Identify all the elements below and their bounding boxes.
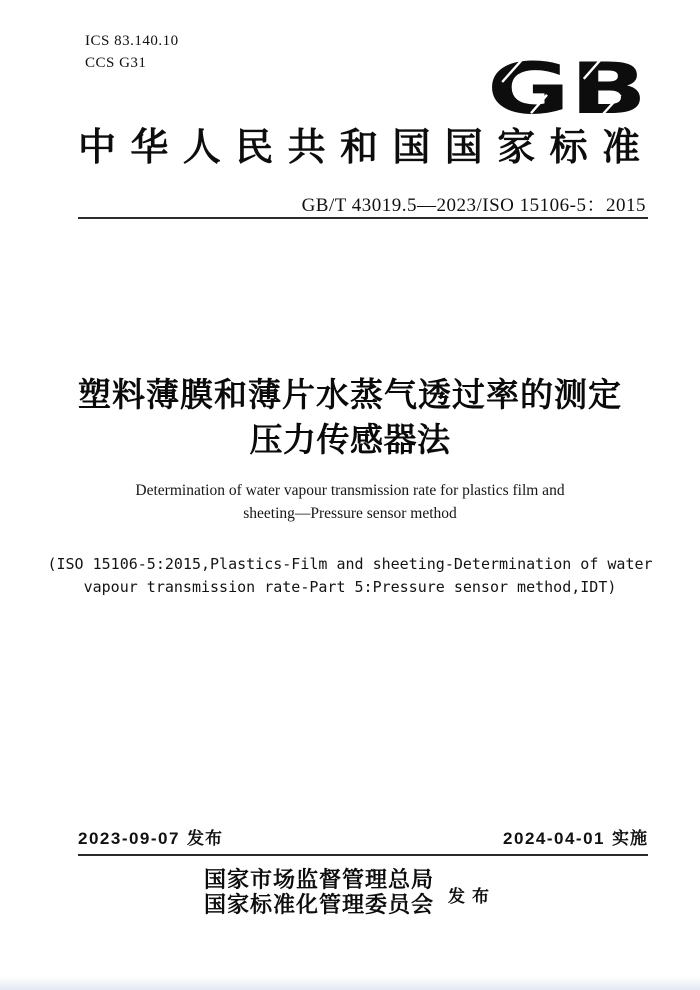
gb-logo <box>483 50 651 122</box>
publish-label: 发布 <box>448 886 496 906</box>
issuer-names <box>204 867 434 917</box>
implementation-date-value: 2024-04-01 <box>503 829 605 848</box>
national-standard-name: 中华人民共和国国家标准 <box>78 127 648 169</box>
title-english-line2: sheeting—Pressure sensor method <box>243 505 457 522</box>
footer-rule <box>78 854 648 856</box>
classification-codes <box>85 30 179 74</box>
title-english <box>0 479 700 525</box>
issuer-line2: 国家标准化管理委员会 <box>203 892 434 917</box>
title-chinese <box>0 372 700 462</box>
title-chinese-line2: 压力传感器法 <box>249 421 451 458</box>
dates-row <box>78 824 648 849</box>
implementation-date-label: 实施 <box>612 829 648 848</box>
issuer-block <box>0 867 700 917</box>
ccs-code: CCS G31 <box>85 55 147 71</box>
issue-date-value: 2023-09-07 <box>78 829 180 848</box>
iso-note-line2: vapour transmission rate-Part 5:Pressure sensor method,IDT) <box>83 578 617 596</box>
scan-shade <box>0 977 700 990</box>
issue-date-label: 发布 <box>186 829 223 848</box>
header-rule <box>78 217 648 219</box>
implementation-date <box>503 824 648 849</box>
title-english-line1: Determination of water vapour transmission rate for plastics film and <box>135 482 565 499</box>
ics-code: ICS 83.140.10 <box>85 33 179 49</box>
title-chinese-line1: 塑料薄膜和薄片水蒸气透过率的测定 <box>78 376 622 413</box>
issuer-line1: 国家市场监督管理总局 <box>203 867 434 892</box>
iso-adoption-note <box>40 553 660 599</box>
issue-date <box>78 824 223 849</box>
gb-logo-text: GB <box>487 50 647 122</box>
iso-note-line1: (ISO 15106-5:2015,Plastics-Film and sheeting-Determination of water <box>47 555 653 573</box>
standard-number: GB/T 43019.5—2023/ISO 15106-5：2015 <box>301 195 646 216</box>
